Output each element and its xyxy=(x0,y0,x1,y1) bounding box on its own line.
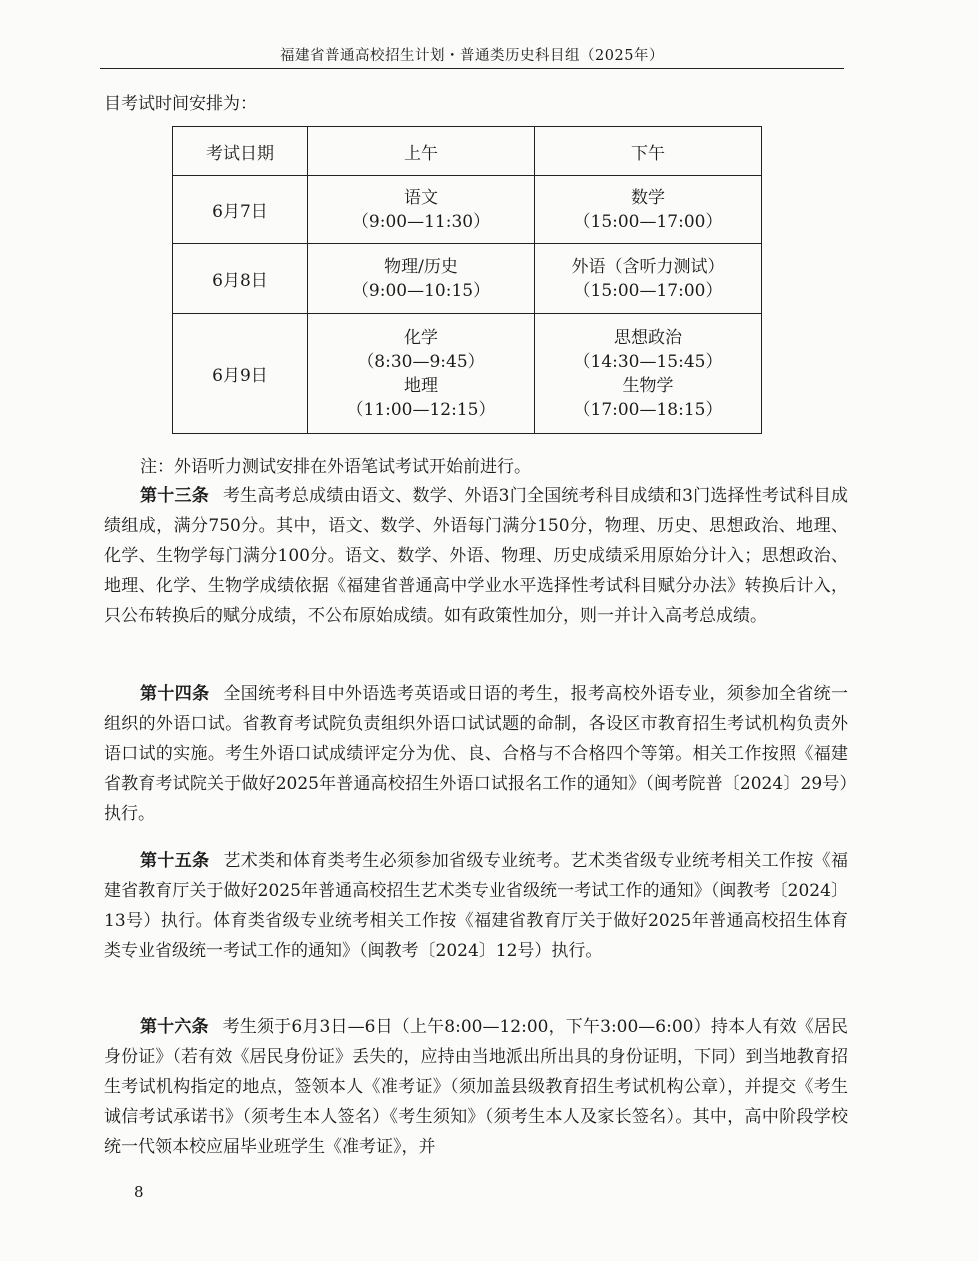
header-divider xyxy=(100,68,844,69)
subject: 生物学 xyxy=(622,375,674,396)
article-body: 艺术类和体育类考生必须参加省级专业统考。艺术类省级专业统考相关工作按《福建省教育厅关于做好2025年普通高校招生艺术类专业省级统一考试工作的通知》（闽教考〔2024〕13号）执行。体育类省级专业统考相关工作按《福建省教育厅关于做好2025年普通高校招生体育类专业省级统一考试工作的通知》（闽教考〔2024〕12号）执行。 xyxy=(104,851,848,961)
page-number: 8 xyxy=(134,1183,144,1201)
subject: 数学 xyxy=(631,187,665,208)
time-range: （8:30—9:45） xyxy=(357,351,485,372)
article-body: 全国统考科目中外语选考英语或日语的考生，报考高校外语专业，须参加全省统一组织的外语口试。省教育考试院负责组织外语口试试题的命制，各设区市教育招生考试机构负责外语口试的实施。考生外语口试成绩评定分为优、良、合格与不合格四个等第。相关工作按照《福建省教育考试院关于做好2025年普通高校招生外语口试报名工作的通知》（闽考院普〔2024〕29号）执行。 xyxy=(104,684,848,824)
article-16 xyxy=(104,1012,848,1162)
header-afternoon: 下午 xyxy=(535,127,762,176)
article-title: 第十六条 xyxy=(140,1017,209,1037)
time-range: （9:00—11:30） xyxy=(351,211,491,232)
header-date: 考试日期 xyxy=(173,127,308,176)
header-morning: 上午 xyxy=(308,127,535,176)
article-14 xyxy=(104,679,848,829)
morning-cell xyxy=(308,314,535,434)
afternoon-cell xyxy=(535,314,762,434)
subject: 语文 xyxy=(404,187,438,208)
time-range: （9:00—10:15） xyxy=(351,280,491,301)
time-range: （17:00—18:15） xyxy=(573,399,723,420)
running-header: 福建省普通高校招生计划・普通类历史科目组（2025年） xyxy=(280,48,664,64)
table-note: 注：外语听力测试安排在外语笔试考试开始前进行。 xyxy=(140,457,531,477)
article-body: 考生高考总成绩由语文、数学、外语3门全国统考科目成绩和3门选择性考试科目成绩组成，满分750分。其中，语文、数学、外语每门满分150分，物理、历史、思想政治、地理、化学、生物学每门满分100分。语文、数学、外语、物理、历史成绩采用原始分计入；思想政治、地理、化学、生物学成绩依据《福建省普通高中学业水平选择性考试科目赋分办法》转换后计入，只公布转换后的赋分成绩，不公布原始成绩。如有政策性加分，则一并计入高考总成绩。 xyxy=(104,486,848,626)
time-range: （15:00—17:00） xyxy=(573,211,723,232)
date-cell: 6月8日 xyxy=(173,244,308,314)
morning-cell xyxy=(308,244,535,314)
subject: 外语（含听力测试） xyxy=(571,256,725,277)
subject: 化学 xyxy=(404,327,438,348)
afternoon-cell xyxy=(535,244,762,314)
table-row xyxy=(173,314,762,434)
date-cell: 6月7日 xyxy=(173,176,308,244)
subject: 物理/历史 xyxy=(384,256,458,277)
morning-cell xyxy=(308,176,535,244)
article-body: 考生须于6月3日—6日（上午8:00—12:00，下午3:00—6:00）持本人有效《居民身份证》（若有效《居民身份证》丢失的，应持由当地派出所出具的身份证明，下同）到当地教育招生考试机构指定的地点，签领本人《准考证》（须加盖县级教育招生考试机构公章），并提交《考生诚信考试承诺书》（须考生本人签名）《考生须知》（须考生本人及家长签名）。其中，高中阶段学校统一代领本校应届毕业班学生《准考证》，并 xyxy=(104,1017,848,1157)
time-range: （15:00—17:00） xyxy=(573,280,723,301)
date-cell: 6月9日 xyxy=(173,314,308,434)
table-header-row xyxy=(173,127,762,176)
afternoon-cell xyxy=(535,176,762,244)
table-row xyxy=(173,176,762,244)
time-range: （11:00—12:15） xyxy=(346,399,496,420)
time-range: （14:30—15:45） xyxy=(573,351,723,372)
article-15 xyxy=(104,846,848,966)
article-title: 第十五条 xyxy=(140,851,210,871)
table-row xyxy=(173,244,762,314)
article-title: 第十三条 xyxy=(140,486,209,506)
intro-text: 目考试时间安排为： xyxy=(104,94,257,114)
article-13 xyxy=(104,481,848,631)
article-title: 第十四条 xyxy=(140,684,210,704)
subject: 思想政治 xyxy=(614,327,682,348)
exam-schedule-table xyxy=(172,126,762,434)
subject: 地理 xyxy=(404,375,438,396)
